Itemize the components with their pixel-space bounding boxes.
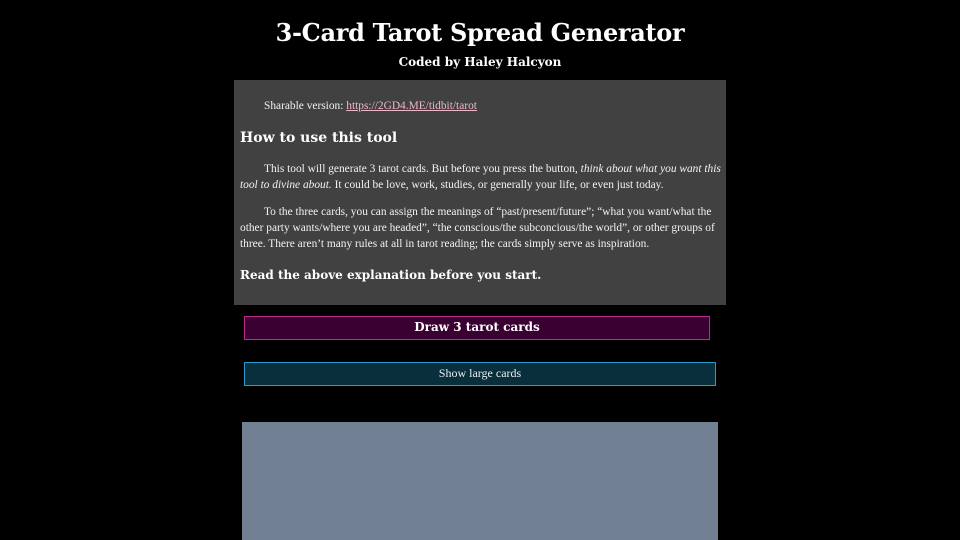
info-panel (234, 80, 726, 305)
instruction-paragraph-1 (240, 161, 724, 193)
para1-end: It could be love, work, studies, or generally your life, or even just today. (331, 179, 664, 191)
page-subtitle: Coded by Haley Halcyon (398, 55, 562, 69)
share-label: Sharable version: (264, 100, 347, 112)
show-large-cards-button[interactable]: Show large cards (244, 362, 716, 386)
draw-cards-button[interactable]: Draw 3 tarot cards (244, 316, 710, 340)
instruction-paragraph-2: To the three cards, you can assign the meanings of “past/present/future”; “what you want/what the other party wants/where you are headed”, “the conscious/the subconcious/the world”, or other groups of three. There aren’t many rules at all in tarot reading; the cards simply serve as inspiration. (240, 206, 715, 250)
warning-text: Read the above explanation before you start. (240, 268, 542, 282)
para1-emphasis: think about what you want this tool to divine about. (240, 163, 721, 191)
para1-start: This tool will generate 3 tarot cards. But before you press the button, (264, 163, 581, 175)
howto-heading: How to use this tool (240, 130, 398, 146)
page-title: 3-Card Tarot Spread Generator (275, 18, 685, 47)
share-link[interactable]: https://2GD4.ME/tidbit/tarot (346, 100, 477, 112)
share-line (264, 98, 477, 114)
card-display-area (242, 422, 718, 540)
